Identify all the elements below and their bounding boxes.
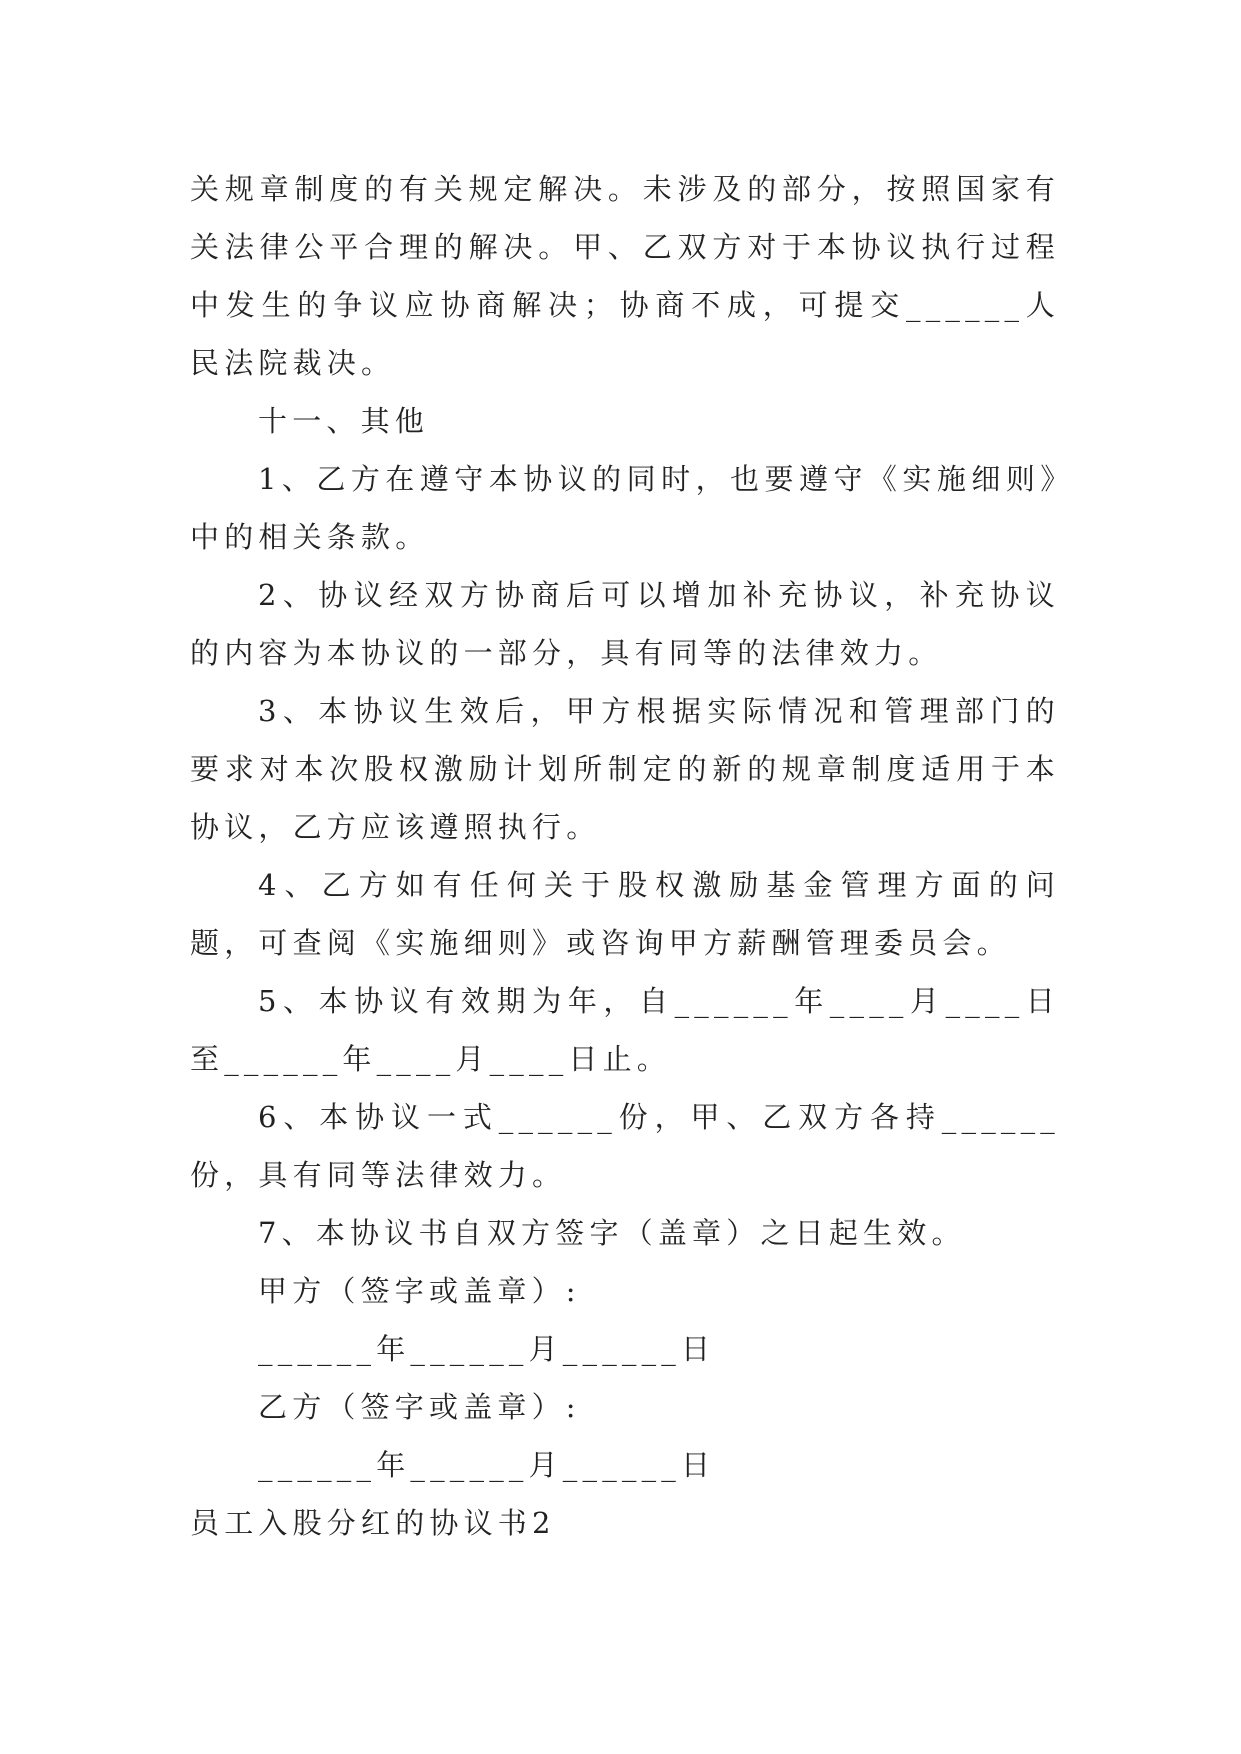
document-body — [190, 160, 1060, 1552]
clause-3: 3、本协议生效后，甲方根据实际情况和管理部门的要求对本次股权激励计划所制定的新的规章制度适用于本协议，乙方应该遵照执行。 — [190, 694, 1060, 844]
clause-1: 1、乙方在遵守本协议的同时，也要遵守《实施细则》中的相关条款。 — [190, 462, 1060, 554]
clause-7: 7、本协议书自双方签字（盖章）之日起生效。 — [258, 1216, 966, 1250]
paragraph-dispute-resolution: 关规章制度的有关规定解决。未涉及的部分，按照国家有关法律公平合理的解决。甲、乙双方对于本协议执行过程中发生的争议应协商解决；协商不成，可提交______人民法院裁决。 — [190, 172, 1060, 380]
party-a-date-line: ______年______月______日 — [258, 1332, 716, 1366]
party-b-signature-label: 乙方（签字或盖章）: — [258, 1390, 581, 1424]
clause-6: 6、本协议一式______份，甲、乙双方各持______份，具有同等法律效力。 — [190, 1100, 1060, 1192]
document-title-2: 员工入股分红的协议书2 — [190, 1506, 556, 1540]
section-heading-other: 十一、其他 — [258, 404, 430, 438]
clause-5: 5、本协议有效期为年，自______年____月____日至______年____月____日止。 — [190, 984, 1060, 1076]
party-b-date-line: ______年______月______日 — [258, 1448, 716, 1482]
party-a-signature-label: 甲方（签字或盖章）: — [258, 1274, 581, 1308]
clause-2: 2、协议经双方协商后可以增加补充协议，补充协议的内容为本协议的一部分，具有同等的法律效力。 — [190, 578, 1060, 670]
clause-4: 4、乙方如有任何关于股权激励基金管理方面的问题，可查阅《实施细则》或咨询甲方薪酬管理委员会。 — [190, 868, 1060, 960]
